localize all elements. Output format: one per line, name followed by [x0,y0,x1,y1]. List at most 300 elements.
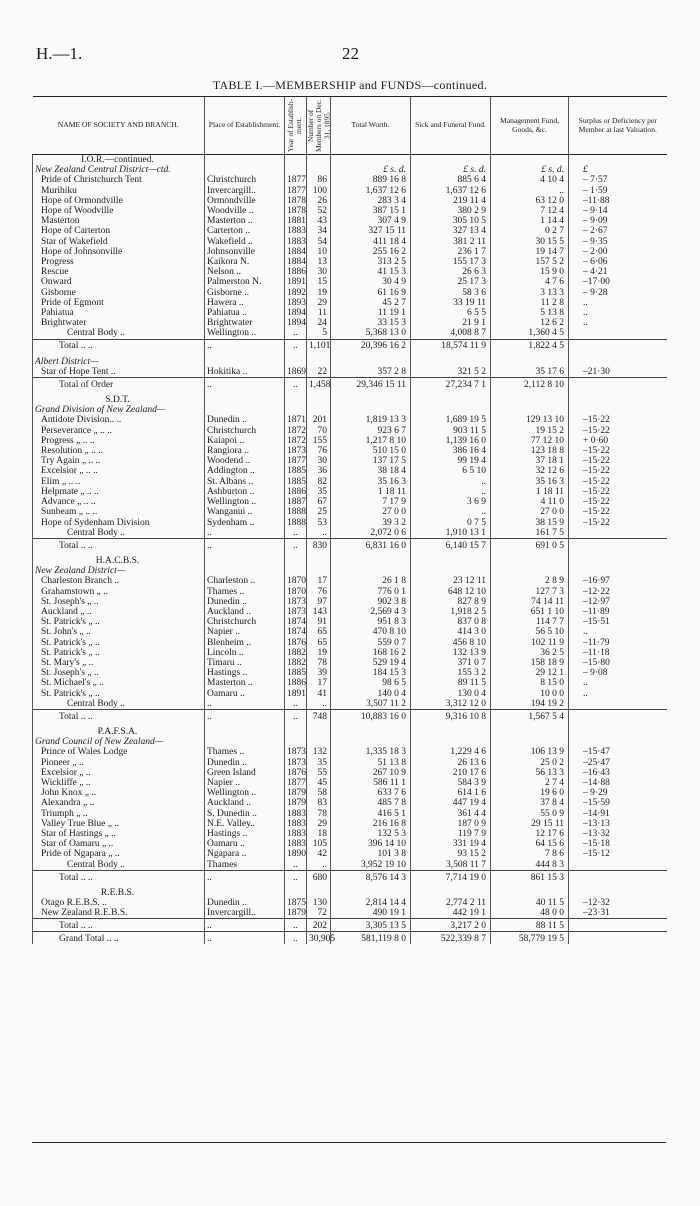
cell-worth: 1,335 18 3 [331,747,411,757]
cell-name: Perseverance „ .. .. [33,426,205,436]
cell-worth: 101 3 8 [331,849,411,859]
cell-surplus: –17·00 [569,277,667,287]
cell-place: .. [205,538,285,551]
cell-place [205,737,285,747]
cell-mgmt: 36 2 5 [491,648,569,658]
cell-year: .. [285,699,307,710]
cell-surplus [569,328,667,339]
cell-name: Grand Council of New Zealand— [33,737,205,747]
cell-year: 1883 [285,829,307,839]
cell-members: 35 [307,758,331,768]
cell-place: Thames .. [205,747,285,757]
cell-sick: .. [411,507,491,517]
cell-year: 1879 [285,788,307,798]
cell-place: Lincoln .. [205,648,285,658]
cell-sick [411,556,491,566]
cell-worth: 30 4 9 [331,277,411,287]
cell-year: 1882 [285,648,307,658]
cell-name: Grahamstown „ .. [33,587,205,597]
cell-name: New Zealand R.E.B.S. [33,908,205,919]
cell-members: 748 [307,709,331,722]
cell-members: 43 [307,216,331,226]
cell-mgmt: 157 5 2 [491,257,569,267]
cell-members: 202 [307,919,331,932]
cell-place: Woodend .. [205,456,285,466]
cell-sick [411,405,491,415]
cell-sick: 584 3 9 [411,778,491,788]
cell-worth: 889 16 8 [331,175,411,185]
cell-surplus: – 9·09 [569,216,667,226]
cell-name: Total .. .. [33,919,205,932]
cell-sick: 130 0 4 [411,689,491,699]
cell-mgmt: 106 13 9 [491,747,569,757]
cell-members: 35 [307,487,331,497]
total-row [33,378,667,391]
cell-members [307,556,331,566]
cell-sick: 3,508 11 7 [411,860,491,871]
cell-place: Ormondville [205,196,285,206]
cell-mgmt: 40 11 5 [491,898,569,908]
cell-mgmt [491,737,569,747]
cell-name: Gisborne [33,288,205,298]
cell-mgmt: 2 7 4 [491,778,569,788]
table-row [33,758,667,768]
cell-members: 86 [307,175,331,185]
cell-place: Wellington .. [205,788,285,798]
cell-year: .. [285,528,307,539]
cell-worth: 20,396 16 2 [331,339,411,352]
cell-surplus: –15·51 [569,617,667,627]
cell-worth: 3,507 11 2 [331,699,411,710]
cell-mgmt: 4 10 4 [491,175,569,185]
cell-mgmt [491,727,569,737]
cell-year: 1888 [285,507,307,517]
cell-year: 1876 [285,768,307,778]
cell-sick: 27,234 7 1 [411,378,491,391]
cell-place: Kaiapoi .. [205,436,285,446]
col-header-members: Number of Members on Dec. 31, 1895. [307,97,331,155]
cell-sick [411,357,491,367]
cell-worth: 61 16 9 [331,288,411,298]
cell-members: 36 [307,466,331,476]
cell-mgmt: 127 7 3 [491,587,569,597]
cell-mgmt: 29 12 1 [491,668,569,678]
cell-mgmt: 114 7 7 [491,617,569,627]
cell-year: 1877 [285,778,307,788]
cell-sick: 381 2 11 [411,237,491,247]
cell-place: Thames .. [205,587,285,597]
cell-name: Advance „ .. .. [33,497,205,507]
cell-worth: 581,119 8 0 [331,932,411,945]
cell-sick: 6 5 5 [411,308,491,318]
cell-place: Ngapara .. [205,849,285,859]
cell-place: .. [205,932,285,945]
cell-place: Kaikora N. [205,257,285,267]
cell-sick: 58 3 6 [411,288,491,298]
cell-mgmt: 56 13 3 [491,768,569,778]
col-header-worth: Total Worth. [331,97,411,155]
cell-worth: 559 0 7 [331,638,411,648]
cell-mgmt [491,556,569,566]
cell-sick: 33 19 11 [411,298,491,308]
cell-mgmt: 74 14 11 [491,597,569,607]
cell-surplus: .. [569,318,667,328]
cell-place: Hastings .. [205,829,285,839]
col-header-place: Place of Establishment. [205,97,285,155]
cell-place: Dunedin .. [205,898,285,908]
cell-year: .. [285,328,307,339]
cell-place: Thames [205,860,285,871]
cell-place: Dunedin .. [205,758,285,768]
cell-year: 1886 [285,487,307,497]
page-number: 22 [342,44,359,63]
cell-worth: 33 15 3 [331,318,411,328]
cell-place: Blenheim .. [205,638,285,648]
cell-name: Charleston Branch .. [33,576,205,586]
cell-worth [331,357,411,367]
cell-sick: 7,714 19 0 [411,870,491,883]
cell-mgmt: 691 0 5 [491,538,569,551]
table-row [33,487,667,497]
cell-mgmt: 861 15 3 [491,870,569,883]
cell-members: 82 [307,477,331,487]
cell-place: Green Island [205,768,285,778]
table-row [33,798,667,808]
cell-worth: 6,831 16 0 [331,538,411,551]
cell-place: .. [205,528,285,539]
cell-place: Hokitika .. [205,367,285,378]
cell-sick: 3,312 12 0 [411,699,491,710]
cell-surplus [569,699,667,710]
cell-name: Star of Hope Tent .. [33,367,205,378]
cell-surplus: .. [569,678,667,688]
cell-place: .. [205,870,285,883]
cell-name: Alexandra „ .. [33,798,205,808]
cell-mgmt: 1,822 4 5 [491,339,569,352]
cell-year: 1885 [285,668,307,678]
cell-sick: 305 10 5 [411,216,491,226]
cell-mgmt [491,405,569,415]
table-row [33,898,667,908]
table-row [33,298,667,308]
cell-surplus: – 4·21 [569,267,667,277]
cell-surplus [569,888,667,898]
cell-mgmt: 19 15 2 [491,426,569,436]
cell-surplus [569,860,667,871]
table-row [33,788,667,798]
cell-surplus: –15·59 [569,798,667,808]
cell-surplus: –15·22 [569,487,667,497]
cell-sick [411,395,491,405]
cell-year [285,405,307,415]
cell-surplus: .. [569,627,667,637]
cell-members: 65 [307,627,331,637]
cell-mgmt: 15 9 0 [491,267,569,277]
cell-year: 1894 [285,308,307,318]
cell-sick: 21 9 1 [411,318,491,328]
cell-name: Central Body .. [33,528,205,539]
col-header-year: Year of Establish-ment. [285,97,307,155]
cell-year: 1879 [285,908,307,919]
cell-sick: 331 19 4 [411,839,491,849]
cell-worth: 396 14 10 [331,839,411,849]
table-row [33,699,667,710]
table-row [33,627,667,637]
cell-name: Wickliffe „ .. [33,778,205,788]
cell-mgmt: 2,112 8 10 [491,378,569,391]
cell-year: .. [285,870,307,883]
cell-mgmt: 30 15 5 [491,237,569,247]
cell-worth: 29,346 15 11 [331,378,411,391]
cell-mgmt: 7 12 4 [491,206,569,216]
cell-members: 97 [307,597,331,607]
cell-year: 1882 [285,658,307,668]
cell-year: 1884 [285,247,307,257]
cell-name: Total .. .. [33,339,205,352]
cell-members: 15 [307,277,331,287]
cell-year: 1883 [285,839,307,849]
section-heading-row [33,165,667,175]
cell-year: 1886 [285,267,307,277]
cell-surplus: –25·47 [569,758,667,768]
cell-year: 1870 [285,587,307,597]
table-row [33,497,667,507]
cell-place: Auckland .. [205,798,285,808]
cell-year: 1872 [285,436,307,446]
cell-place: Christchurch [205,617,285,627]
cell-mgmt: 158 18 9 [491,658,569,668]
cell-name: Central Body .. [33,328,205,339]
cell-worth: 470 8 10 [331,627,411,637]
cell-surplus: –15·47 [569,747,667,757]
cell-year [285,737,307,747]
cell-name: Triumph „ .. [33,809,205,819]
cell-mgmt: 10 0 0 [491,689,569,699]
cell-place: Wakefield .. [205,237,285,247]
cell-place: Christchurch [205,175,285,185]
cell-members [307,405,331,415]
table-row [33,216,667,226]
cell-mgmt: 37 8 4 [491,798,569,808]
cell-place: .. [205,709,285,722]
cell-mgmt: 56 5 10 [491,627,569,637]
table-row [33,528,667,539]
cell-year: 1878 [285,206,307,216]
cell-worth [331,888,411,898]
cell-surplus: –15·22 [569,518,667,528]
section-heading-row [33,357,667,367]
cell-surplus: –11·18 [569,648,667,658]
cell-members: .. [307,699,331,710]
cell-sick: 6,140 15 7 [411,538,491,551]
cell-year: 1877 [285,175,307,185]
cell-worth: 168 16 2 [331,648,411,658]
cell-sick: 99 19 4 [411,456,491,466]
table-header-row [33,97,667,155]
cell-members: 130 [307,898,331,908]
table-row [33,689,667,699]
cell-sick: 6 5 10 [411,466,491,476]
cell-surplus: – 9·35 [569,237,667,247]
cell-year: 1878 [285,196,307,206]
cell-place: Oamaru .. [205,689,285,699]
cell-place: Johnsonville [205,247,285,257]
cell-name: Otago R.E.B.S. .. [33,898,205,908]
table-row [33,908,667,919]
cell-name: S.D.T. [33,395,205,405]
cell-name: Total .. .. [33,870,205,883]
cell-worth: 411 18 4 [331,237,411,247]
cell-mgmt: .. [491,186,569,196]
cell-year: 1883 [285,809,307,819]
cell-place [205,727,285,737]
cell-mgmt: 123 18 8 [491,446,569,456]
cell-worth: 140 0 4 [331,689,411,699]
cell-name: Central Body .. [33,860,205,871]
cell-year: .. [285,538,307,551]
cell-members: 100 [307,186,331,196]
cell-worth [331,395,411,405]
cell-worth: 1,819 13 3 [331,415,411,425]
cell-name: Grand Total .. .. [33,932,205,945]
table-row [33,415,667,425]
total-row [33,919,667,932]
section-heading-row [33,888,667,898]
cell-sick: 25 17 3 [411,277,491,287]
cell-surplus [569,727,667,737]
cell-year: 1886 [285,678,307,688]
cell-members: 39 [307,668,331,678]
cell-year: 1894 [285,318,307,328]
cell-worth: 45 2 7 [331,298,411,308]
table-row [33,668,667,678]
cell-members [307,165,331,175]
cell-year: 1869 [285,367,307,378]
cell-sick: 89 11 5 [411,678,491,688]
cell-year: 1875 [285,898,307,908]
cell-year [285,566,307,576]
cell-place [205,165,285,175]
cell-name: Onward [33,277,205,287]
cell-worth: 313 2 5 [331,257,411,267]
cell-surplus: –11·79 [569,638,667,648]
cell-members: 55 [307,768,331,778]
cell-mgmt: 8 15 0 [491,678,569,688]
cell-members: 5 [307,328,331,339]
cell-year: 1879 [285,798,307,808]
section-heading-row [33,556,667,566]
cell-worth [331,155,411,166]
cell-mgmt: 1,567 5 4 [491,709,569,722]
cell-surplus: .. [569,689,667,699]
cell-worth: 3,952 19 10 [331,860,411,871]
cell-worth: 1,637 12 6 [331,186,411,196]
cell-mgmt: 12 17 6 [491,829,569,839]
table-row [33,367,667,378]
table-row [33,607,667,617]
table-row [33,446,667,456]
cell-members: 54 [307,237,331,247]
cell-mgmt: 1 14 4 [491,216,569,226]
cell-members [307,357,331,367]
cell-sick: 4,008 8 7 [411,328,491,339]
cell-name: St. Patrick's „ .. [33,638,205,648]
cell-mgmt: 48 0 0 [491,908,569,919]
table-row [33,328,667,339]
cell-name: Helpmate „ .. .. [33,487,205,497]
cell-name: Excelsior „ .. .. [33,466,205,476]
cell-name: St. Patrick's „ .. [33,648,205,658]
cell-mgmt: 58,779 19 5 [491,932,569,945]
cell-worth: 26 1 8 [331,576,411,586]
cell-place: Christchurch [205,426,285,436]
section-heading-row [33,737,667,747]
cell-name: Antidote Division.. .. [33,415,205,425]
cell-place: Napier .. [205,627,285,637]
cell-worth: 3,305 13 5 [331,919,411,932]
cell-worth: 38 18 4 [331,466,411,476]
cell-surplus: –14·88 [569,778,667,788]
cell-members: 41 [307,689,331,699]
cell-year: 1873 [285,747,307,757]
cell-surplus [569,395,667,405]
cell-members: 29 [307,298,331,308]
section-heading-row [33,566,667,576]
cell-members: 53 [307,518,331,528]
table-row [33,456,667,466]
cell-surplus: –12·32 [569,898,667,908]
cell-year: 1885 [285,466,307,476]
cell-place [205,155,285,166]
cell-place: Pahiatua .. [205,308,285,318]
cell-year: 1893 [285,298,307,308]
cell-surplus [569,932,667,945]
cell-surplus: – 9·29 [569,788,667,798]
cell-year: 1877 [285,186,307,196]
cell-surplus: .. [569,308,667,318]
cell-surplus [569,737,667,747]
cell-members: 76 [307,446,331,456]
cell-name: Excelsior „ .. [33,768,205,778]
cell-place: Napier .. [205,778,285,788]
cell-members: 67 [307,497,331,507]
cell-sick: 837 0 8 [411,617,491,627]
cell-year: 1891 [285,277,307,287]
table-end-rule [32,1142,666,1143]
cell-surplus: –15·80 [569,658,667,668]
cell-surplus [569,870,667,883]
cell-name: H.A.C.B.S. [33,556,205,566]
cell-sick: .. [411,487,491,497]
cell-worth: 98 6 5 [331,678,411,688]
cell-surplus: – 2·00 [569,247,667,257]
cell-place [205,395,285,405]
cell-members: 105 [307,839,331,849]
cell-members: 680 [307,870,331,883]
cell-surplus: –12·22 [569,587,667,597]
cell-year: 1883 [285,237,307,247]
cell-name: Progress „ .. .. [33,436,205,446]
cell-worth: 416 5 1 [331,809,411,819]
cell-members: 22 [307,367,331,378]
cell-surplus: –11·89 [569,607,667,617]
cell-worth: 510 15 0 [331,446,411,456]
cell-sick [411,566,491,576]
cell-mgmt: 5 13 8 [491,308,569,318]
cell-name: St. Mary's „ .. [33,658,205,668]
cell-members [307,155,331,166]
cell-members: 26 [307,196,331,206]
